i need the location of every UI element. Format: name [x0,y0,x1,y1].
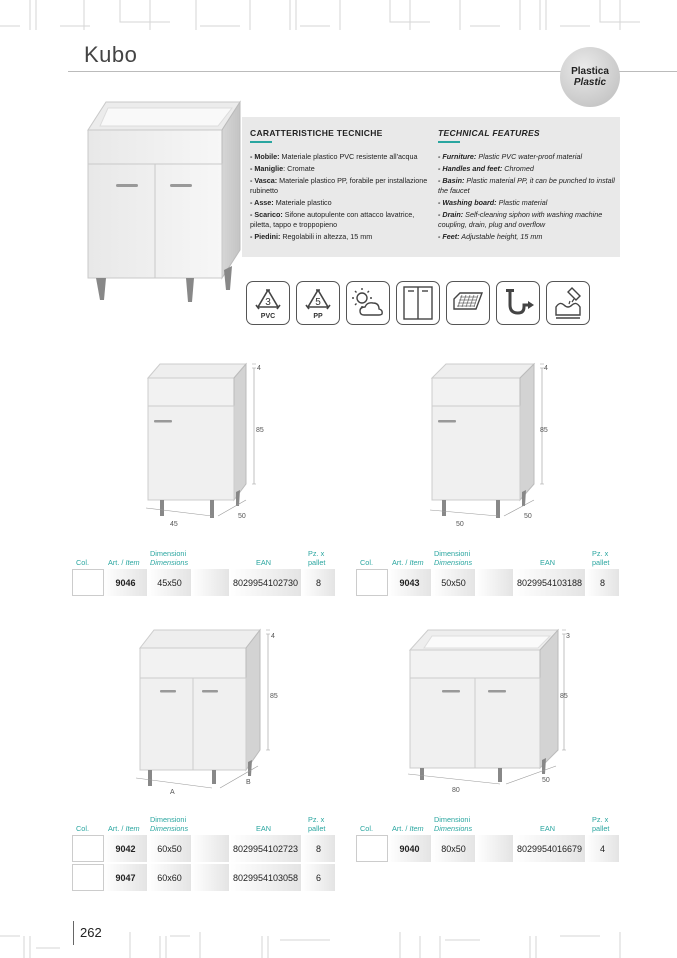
item-pallet-qty: 4 [586,835,620,862]
header-art [108,824,140,833]
header-art-text: Art. / [392,558,410,567]
header-dimensions-text: Dimensioni [150,549,187,558]
hero-product-image [82,100,242,310]
specs-italian [250,129,435,244]
specs-heading-it: CARATTERISTICHE TECNICHE [250,128,383,138]
header-dimensions-text: Dimensioni [150,815,187,824]
spec-it-item-text: Sifone autopulente con attacco lavatrice, piletta, tappo e troppopieno [250,210,415,229]
header-col-text: Col. [76,558,89,567]
spec-en-item-label: - Washing board: [438,198,497,208]
table-row [356,569,620,596]
dim-height: 85 [270,693,278,700]
specs-english [438,129,618,244]
item-dimensions: 45x50 [148,569,192,596]
recycle-label-pvc: PVC [260,313,276,320]
spec-it-item-text: Materiale plastico PP, forabile per installazione rubinetto [250,176,428,195]
item-ean: 8029954102730 [230,569,302,596]
spacer-cell [476,569,514,596]
product-table-9040 [356,811,620,871]
header-ean [540,558,555,567]
header-col [76,558,89,567]
spacer-cell [476,835,514,862]
spec-it-item-label: - Mobile: [250,151,280,161]
dim-width: 80 [452,787,460,794]
item-pallet-qty: 8 [586,569,620,596]
item-dimensions: 80x50 [432,835,476,862]
dim-width: 45 [170,521,178,528]
material-badge-en: Plastic [573,77,607,88]
spacer-cell [192,835,230,862]
table-row [72,835,336,862]
product-image-9046 [138,360,264,528]
product-table-9042-9047 [72,811,336,901]
item-ean: 8029954102723 [230,835,302,862]
spec-it-item-label: - Maniglie [250,164,284,174]
spec-it-item-text: : Cromate [283,164,315,174]
header-art [108,558,140,567]
header-dimensions-text: Dimensioni [434,815,471,824]
spec-en-item [438,164,618,173]
spec-it-item [250,164,435,173]
item-dimensions: 60x60 [148,864,192,891]
spec-en-item-label: - Drain: [438,210,464,220]
table-row [72,569,336,596]
dim-top: 4 [257,365,261,372]
item-pallet-qty: 8 [302,569,336,596]
washing-board-icon [446,281,490,325]
recycle-number-3: 3 [265,297,271,308]
spec-en-item [438,198,618,207]
spec-it-item [250,152,435,161]
spec-en-item-label: - Handles and feet: [438,164,503,174]
dim-depth: B [246,779,251,786]
page-title: Kubo [84,42,138,67]
spec-en-item [438,152,618,161]
accent-line [438,141,460,143]
spec-en-item [438,176,618,194]
spec-en-item-label: - Basin: [438,176,465,186]
dim-width: A [170,789,175,796]
header-art-text: Item [409,824,424,833]
siphon-drain-icon [496,281,540,325]
item-code: 9040 [388,835,432,862]
spec-it-item [250,176,435,194]
header-dimensions-text: Dimensions [150,824,189,833]
header-art-text: Item [125,824,140,833]
header-ean-text: EAN [256,558,272,567]
header-art [392,824,424,833]
spec-en-item-text: Plastic material [496,198,548,208]
spec-it-item [250,198,435,207]
header-pz-text: Pz. x [308,815,325,824]
spec-en-item-text: Adjustable height, 15 mm [459,232,543,242]
spec-it-item-label: - Asse: [250,198,274,208]
dim-top: 4 [544,365,548,372]
accent-line [250,141,272,143]
dim-height: 85 [540,427,548,434]
spacer-cell [192,864,230,891]
item-code: 9043 [388,569,432,596]
header-pz-text: pallet [592,558,610,567]
color-swatch [72,864,104,891]
header-pz [592,815,609,833]
specs-heading-en: TECHNICAL FEATURES [438,128,540,138]
recycle-pvc-icon [246,281,290,325]
header-ean [256,824,271,833]
dim-depth: 50 [542,777,550,784]
header-art-text: Art. / [108,558,126,567]
dim-width: 50 [456,521,464,528]
spec-it-item [250,210,435,228]
color-swatch [356,835,388,862]
spec-it-item-text: Materiale plastico PVC resistente all'acqua [279,151,418,161]
header-col [360,558,373,567]
item-ean: 8029954103058 [230,864,302,891]
product-image-9040 [402,626,578,798]
header-ean [540,824,555,833]
header-pz-text: pallet [308,824,326,833]
page-number-bar [73,921,74,945]
item-dimensions: 60x50 [148,835,192,862]
recycle-pp-icon [296,281,340,325]
header-pz [592,549,609,567]
color-swatch [356,569,388,596]
header-pz-text: Pz. x [592,549,609,558]
header-art-text: Art. / [108,824,126,833]
item-code: 9042 [104,835,148,862]
dim-top: 3 [566,633,570,640]
header-ean-text: EAN [540,824,556,833]
table-row [72,864,336,891]
header-dimensions [150,815,188,833]
header-art-text: Art. / [392,824,410,833]
spec-it-item-label: - Scarico: [250,210,283,220]
item-pallet-qty: 6 [302,864,336,891]
spec-en-item-text: Plastic PVC water-proof material [476,151,583,161]
header-dimensions-text: Dimensions [150,558,189,567]
two-door-cabinet-icon [396,281,440,325]
item-ean: 8029954016679 [514,835,586,862]
material-badge [560,47,620,107]
spec-en-item-text: Chromed [502,164,534,174]
item-dimensions: 50x50 [432,569,476,596]
color-swatch [72,835,104,862]
color-swatch [72,569,104,596]
spec-en-item [438,210,618,228]
decorative-header-pattern [0,0,677,30]
item-pallet-qty: 8 [302,835,336,862]
material-badge-it: Plastica [571,66,609,77]
dim-height: 85 [560,693,568,700]
dim-height: 85 [256,427,264,434]
header-dimensions [150,549,188,567]
spec-en-item [438,232,618,241]
spec-it-item-label: - Piedini: [250,232,281,242]
item-code: 9047 [104,864,148,891]
header-col-text: Col. [76,824,89,833]
header-pz-text: Pz. x [308,549,325,558]
feature-icons-row [246,281,590,326]
product-table-9043 [356,545,620,605]
weather-resistant-icon [346,281,390,325]
header-pz-text: Pz. x [592,815,609,824]
header-dimensions-text: Dimensioni [434,549,471,558]
header-col [76,824,89,833]
recycle-label-pp: PP [313,313,323,320]
header-ean [256,558,271,567]
spec-it-item-text: Materiale plastico [273,198,332,208]
header-dimensions-text: Dimensions [434,558,473,567]
spec-it-item-label: - Vasca: [250,176,278,186]
header-col [360,824,373,833]
spec-en-item-text: Plastic material PP, it can be punched to install the faucet [438,176,615,195]
chemical-resistant-icon [546,281,590,325]
spec-en-item-text: Self-cleaning siphon with washing machine coupling, drain, plug and overflow [438,210,603,229]
spec-it-item-text: Regolabili in altezza, 15 mm [280,232,373,242]
header-dimensions [434,549,472,567]
header-col-text: Col. [360,824,373,833]
header-pz-text: pallet [308,558,326,567]
spec-en-item-label: - Furniture: [438,151,477,161]
spacer-cell [192,569,230,596]
recycle-number-5: 5 [315,297,321,308]
header-ean-text: EAN [256,824,272,833]
spec-it-item [250,232,435,241]
product-image-9042 [130,626,280,798]
dim-depth: 50 [238,513,246,520]
product-table-9046 [72,545,336,605]
header-dimensions [434,815,472,833]
header-art [392,558,424,567]
header-pz [308,815,325,833]
header-art-text: Item [409,558,424,567]
header-dimensions-text: Dimensions [434,824,473,833]
header-art-text: Item [125,558,140,567]
dim-depth: 50 [524,513,532,520]
header-ean-text: EAN [540,558,556,567]
header-col-text: Col. [360,558,373,567]
dim-top: 4 [271,633,275,640]
item-ean: 8029954103188 [514,569,586,596]
header-pz-text: pallet [592,824,610,833]
technical-specs-panel [242,117,620,257]
spec-en-item-label: - Feet: [438,232,460,242]
table-row [356,835,620,862]
header-pz [308,549,325,567]
page-number: 262 [80,925,102,940]
product-image-9043 [424,360,550,528]
item-code: 9046 [104,569,148,596]
